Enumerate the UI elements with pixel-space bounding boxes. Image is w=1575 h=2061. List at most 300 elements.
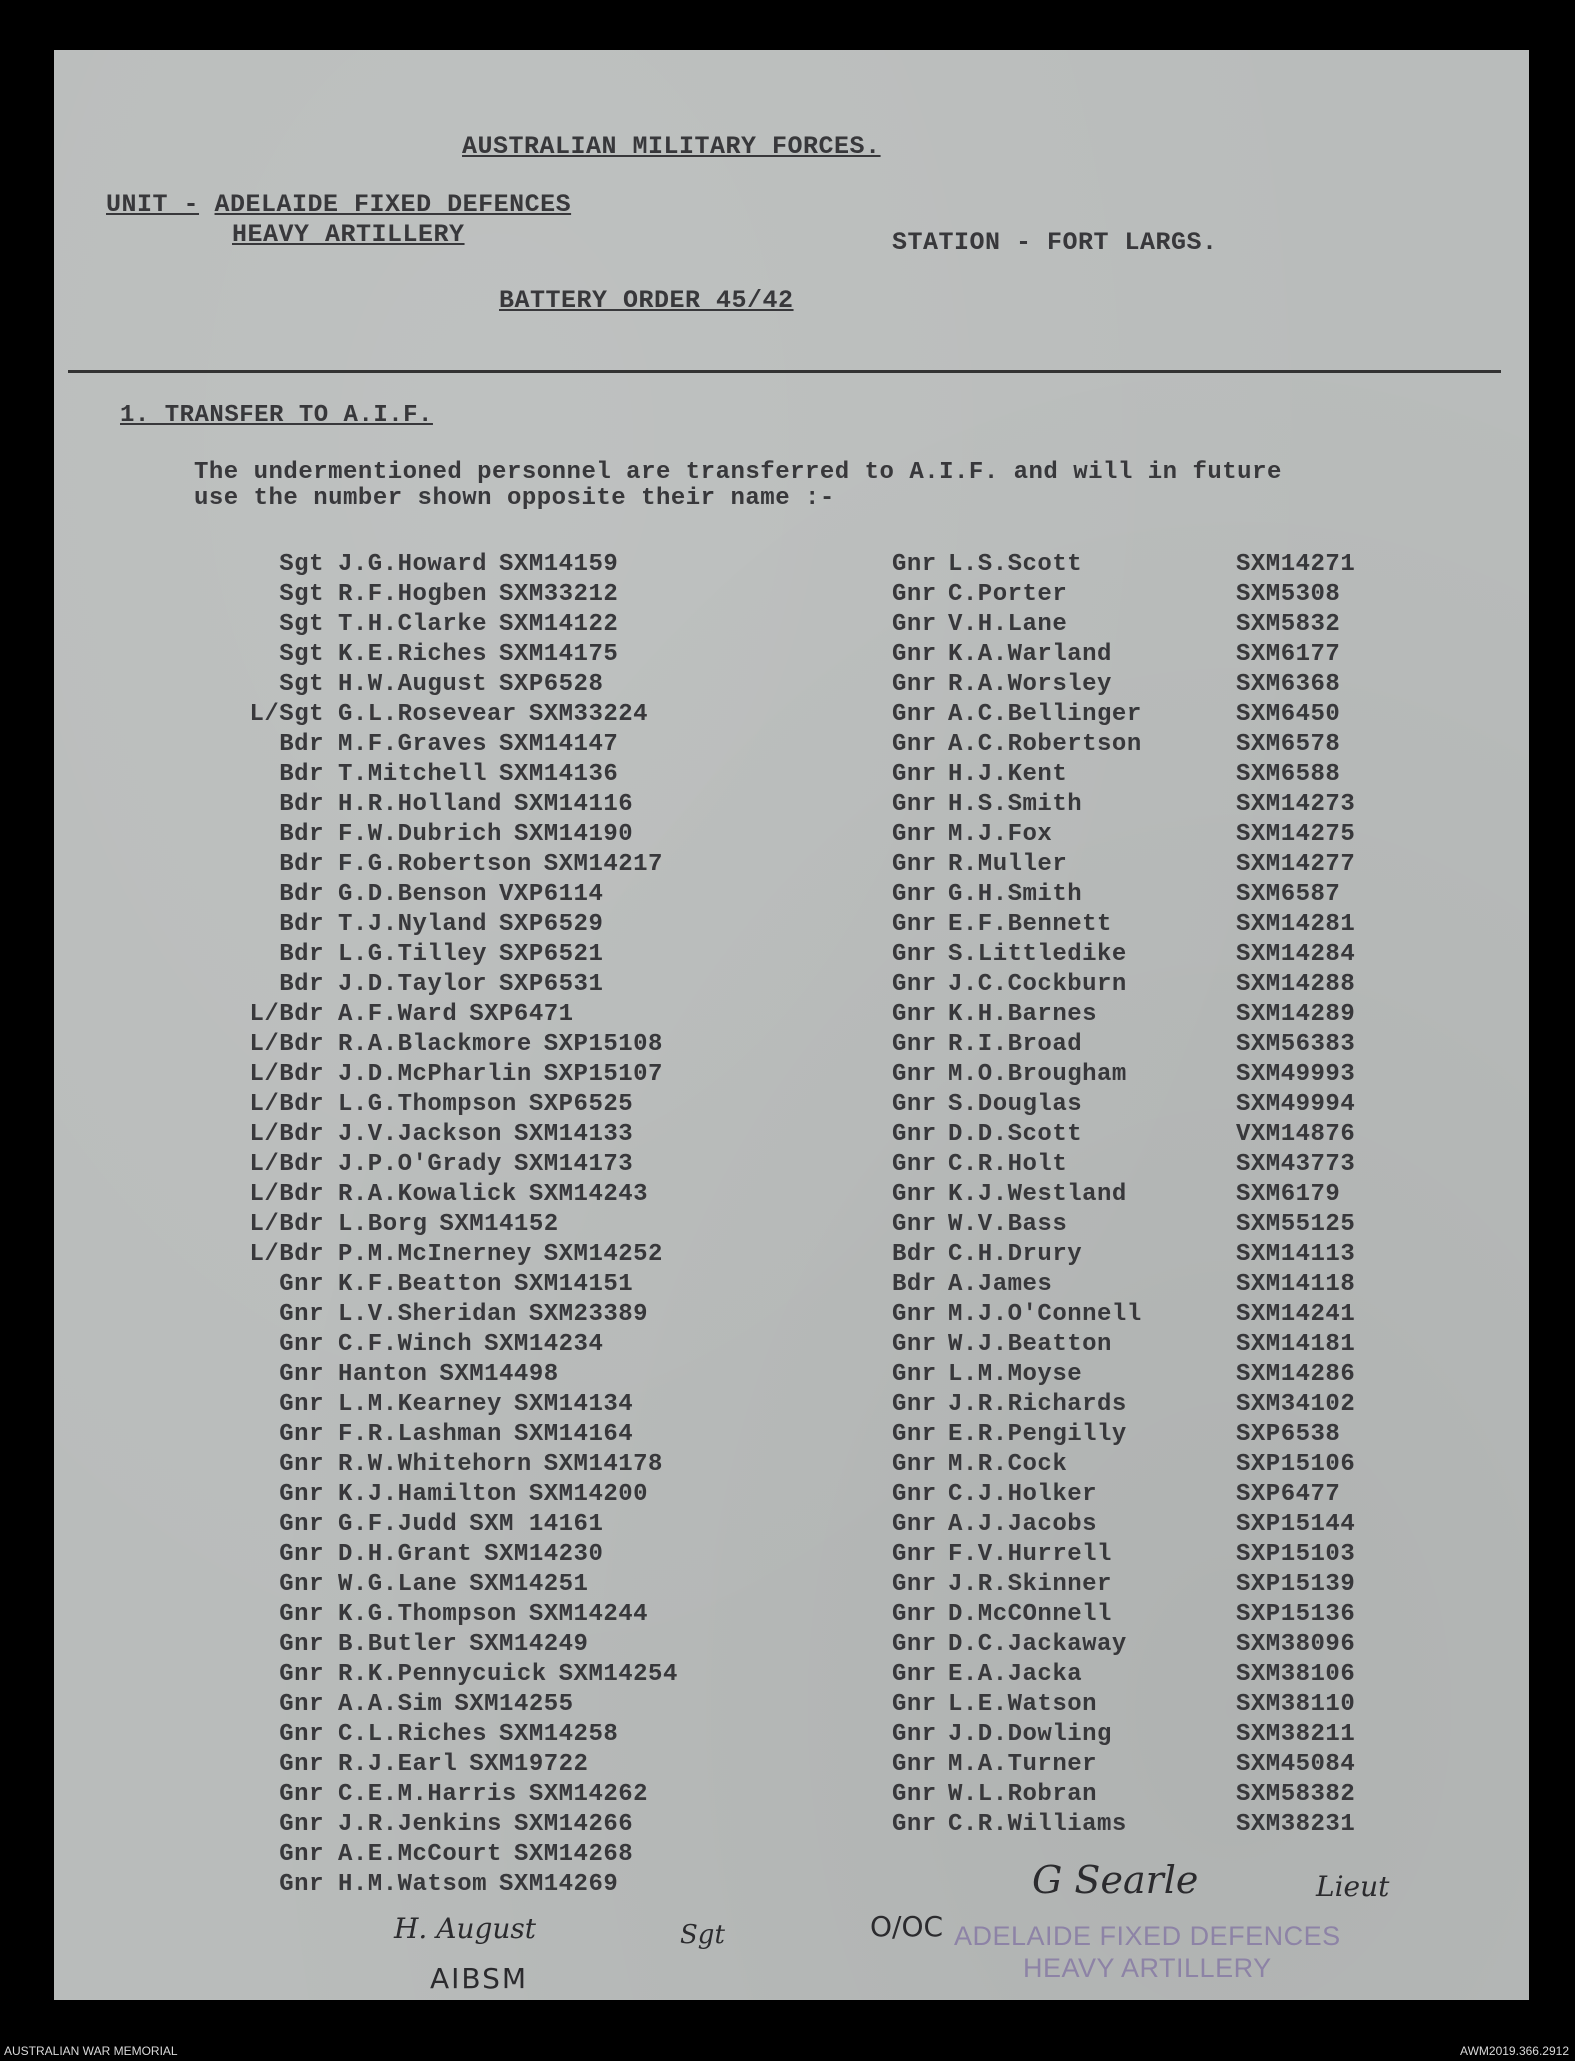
unit-stamp (954, 1920, 1341, 1984)
personnel-row (226, 1840, 678, 1870)
service-number: SXP6531 (499, 971, 604, 998)
service-number: SXP15108 (543, 1031, 663, 1058)
personnel-rank: L/Bdr (249, 1181, 324, 1208)
personnel-row (226, 1690, 678, 1720)
service-number: SXM14268 (513, 1841, 634, 1868)
personnel-row (892, 760, 1355, 790)
personnel-rank: Sgt (279, 551, 324, 578)
personnel-rank: L/Sgt (249, 701, 324, 728)
service-number: SXM6578 (1236, 731, 1341, 758)
service-number: SXM6177 (1236, 641, 1341, 668)
personnel-rank: Bdr (279, 881, 324, 908)
service-number: SXM14178 (543, 1451, 663, 1478)
personnel-name: F.W.Dubrich (338, 821, 502, 848)
personnel-name: D.D.Scott (948, 1121, 1083, 1148)
personnel-row (892, 1420, 1355, 1450)
personnel-name: J.R.Richards (948, 1391, 1127, 1418)
service-number: SXM6587 (1236, 881, 1341, 908)
footer-catalogue-number: AWM2019.366.2912 (1460, 2044, 1569, 2058)
personnel-name: G.L.Rosevear (338, 701, 517, 728)
personnel-row (226, 1390, 678, 1420)
personnel-name: G.F.Judd (338, 1511, 458, 1538)
service-number: SXM14243 (528, 1181, 649, 1208)
service-number: SXM38110 (1236, 1691, 1356, 1718)
personnel-name: J.R.Skinner (948, 1571, 1112, 1598)
personnel-rank: L/Bdr (249, 1061, 324, 1088)
personnel-name: H.W.August (338, 671, 488, 698)
personnel-rank: Sgt (279, 641, 324, 668)
personnel-row (892, 640, 1355, 670)
service-number: SXM14266 (513, 1811, 634, 1838)
personnel-row (892, 1270, 1355, 1300)
service-number: SXM23389 (528, 1301, 649, 1328)
personnel-row (226, 1750, 678, 1780)
personnel-rank: Gnr (279, 1841, 324, 1868)
personnel-row (892, 1510, 1355, 1540)
personnel-rank: Bdr (279, 791, 324, 818)
personnel-rank: Gnr (892, 1481, 937, 1508)
personnel-name: B.Butler (338, 1631, 458, 1658)
personnel-name: S.Douglas (948, 1091, 1083, 1118)
service-number: SXM14241 (1236, 1301, 1356, 1328)
personnel-name: G.D.Benson (338, 881, 488, 908)
unit-name: ADELAIDE FIXED DEFENCES (214, 190, 572, 219)
personnel-rank: Gnr (892, 1391, 937, 1418)
personnel-rank: Gnr (279, 1601, 324, 1628)
personnel-name: D.H.Grant (338, 1541, 473, 1568)
personnel-name: A.C.Robertson (948, 731, 1142, 758)
service-number: SXM14133 (513, 1121, 634, 1148)
service-number: VXM14876 (1236, 1121, 1356, 1148)
unit-line-1 (106, 190, 571, 220)
personnel-rank: Gnr (892, 1331, 937, 1358)
personnel-rank: Bdr (279, 971, 324, 998)
personnel-name: R.I.Broad (948, 1031, 1083, 1058)
personnel-rank: Gnr (279, 1571, 324, 1598)
personnel-row (892, 1060, 1355, 1090)
personnel-rank: Gnr (892, 821, 937, 848)
personnel-rank: L/Bdr (249, 1091, 324, 1118)
personnel-rank: Gnr (892, 1121, 937, 1148)
service-number: SXM14164 (513, 1421, 634, 1448)
personnel-rank: Gnr (279, 1631, 324, 1658)
personnel-name: L.G.Tilley (338, 941, 488, 968)
service-number: SXP15136 (1236, 1601, 1356, 1628)
personnel-rank: Gnr (892, 1301, 937, 1328)
service-number: SXM14181 (1236, 1331, 1356, 1358)
personnel-row (892, 1150, 1355, 1180)
personnel-rank: Gnr (279, 1541, 324, 1568)
personnel-rank: Bdr (279, 941, 324, 968)
personnel-rank: Gnr (892, 1181, 937, 1208)
personnel-row (892, 1240, 1355, 1270)
personnel-row (892, 730, 1355, 760)
personnel-name: A.J.Jacobs (948, 1511, 1098, 1538)
personnel-name: K.E.Riches (338, 641, 488, 668)
personnel-rank: Gnr (892, 1601, 937, 1628)
personnel-rank: Gnr (279, 1391, 324, 1418)
service-number: SXM6179 (1236, 1181, 1341, 1208)
personnel-name: V.H.Lane (948, 611, 1068, 638)
personnel-name: F.V.Hurrell (948, 1541, 1112, 1568)
personnel-rank: Gnr (892, 791, 937, 818)
personnel-row (892, 1660, 1355, 1690)
personnel-rank: Gnr (892, 1691, 937, 1718)
service-number: SXM14277 (1236, 851, 1356, 878)
service-number: SXM14249 (469, 1631, 589, 1658)
personnel-name: J.G.Howard (338, 551, 488, 578)
service-number: SXM14159 (499, 551, 619, 578)
personnel-rank: Gnr (892, 761, 937, 788)
service-number: SXM5308 (1236, 581, 1341, 608)
personnel-name: C.F.Winch (338, 1331, 473, 1358)
personnel-row (226, 1510, 678, 1540)
personnel-name: L.G.Thompson (338, 1091, 517, 1118)
personnel-rank: Gnr (279, 1691, 324, 1718)
section-heading: 1. TRANSFER TO A.I.F. (120, 402, 433, 429)
personnel-rank: Bdr (279, 761, 324, 788)
personnel-name: F.R.Lashman (338, 1421, 502, 1448)
personnel-name: H.J.Kent (948, 761, 1068, 788)
personnel-row (226, 1240, 678, 1270)
personnel-row (892, 1210, 1355, 1240)
personnel-rank: Gnr (892, 1511, 937, 1538)
personnel-rank: Gnr (279, 1481, 324, 1508)
personnel-row (226, 910, 678, 940)
personnel-row (226, 1150, 678, 1180)
personnel-rank: Gnr (279, 1331, 324, 1358)
personnel-row (226, 730, 678, 760)
personnel-rank: Bdr (279, 911, 324, 938)
personnel-row (226, 790, 678, 820)
service-number: SXM14122 (499, 611, 619, 638)
personnel-name: G.H.Smith (948, 881, 1083, 908)
personnel-rank: Gnr (279, 1301, 324, 1328)
personnel-row (892, 580, 1355, 610)
intro-paragraph (194, 460, 1514, 512)
personnel-row (226, 1030, 678, 1060)
service-number: SXP6477 (1236, 1481, 1341, 1508)
document-title: AUSTRALIAN MILITARY FORCES. (462, 132, 881, 161)
service-number: SXM14284 (1236, 941, 1356, 968)
personnel-rank: Gnr (892, 1631, 937, 1658)
service-number: SXM34102 (1236, 1391, 1356, 1418)
personnel-row (226, 1330, 678, 1360)
personnel-row (226, 970, 678, 1000)
personnel-row (226, 1420, 678, 1450)
service-number: SXM14230 (484, 1541, 604, 1568)
personnel-name: D.McCOnnell (948, 1601, 1112, 1628)
personnel-rank: Bdr (892, 1271, 937, 1298)
personnel-row (226, 1450, 678, 1480)
service-number: SXM14271 (1236, 551, 1356, 578)
personnel-rank: Gnr (892, 1091, 937, 1118)
personnel-row (226, 1870, 678, 1900)
personnel-rank: Sgt (279, 671, 324, 698)
personnel-name: A.C.Bellinger (948, 701, 1142, 728)
personnel-rank: Gnr (892, 1031, 937, 1058)
personnel-rank: Bdr (279, 851, 324, 878)
service-number: SXM14147 (499, 731, 619, 758)
personnel-rank: Gnr (892, 671, 937, 698)
service-number: SXM14113 (1236, 1241, 1356, 1268)
service-number: SXM14116 (513, 791, 634, 818)
service-number: SXM14258 (499, 1721, 619, 1748)
personnel-rank: Gnr (892, 1541, 937, 1568)
personnel-name: R.Muller (948, 851, 1068, 878)
service-number: SXM38106 (1236, 1661, 1356, 1688)
service-number: SXM14173 (513, 1151, 634, 1178)
personnel-name: H.R.Holland (338, 791, 502, 818)
personnel-name: K.J.Westland (948, 1181, 1127, 1208)
personnel-rank: Gnr (892, 701, 937, 728)
personnel-name: T.Mitchell (338, 761, 488, 788)
personnel-row (226, 940, 678, 970)
service-number: SXP6528 (499, 671, 604, 698)
personnel-rank: Sgt (279, 581, 324, 608)
personnel-list-right (892, 550, 1355, 1840)
personnel-row (892, 1330, 1355, 1360)
personnel-row (226, 1360, 678, 1390)
service-number: SXM6368 (1236, 671, 1341, 698)
personnel-name: M.F.Graves (338, 731, 488, 758)
personnel-name: H.M.Watsom (338, 1871, 488, 1898)
service-number: SXM14255 (454, 1691, 574, 1718)
personnel-list-left (226, 550, 678, 1900)
personnel-row (226, 1630, 678, 1660)
personnel-row (892, 1540, 1355, 1570)
service-number: SXM6588 (1236, 761, 1341, 788)
personnel-name: C.Porter (948, 581, 1068, 608)
service-number: SXP6538 (1236, 1421, 1341, 1448)
personnel-name: J.C.Cockburn (948, 971, 1127, 998)
personnel-rank: Gnr (892, 1421, 937, 1448)
personnel-name: K.F.Beatton (338, 1271, 502, 1298)
personnel-rank: Gnr (279, 1751, 324, 1778)
personnel-name: C.L.Riches (338, 1721, 488, 1748)
personnel-rank: Gnr (892, 1751, 937, 1778)
personnel-row (226, 1000, 678, 1030)
personnel-row (226, 1810, 678, 1840)
personnel-name: R.W.Whitehorn (338, 1451, 532, 1478)
personnel-row (892, 1390, 1355, 1420)
personnel-name: J.V.Jackson (338, 1121, 502, 1148)
service-number: SXM14244 (528, 1601, 649, 1628)
personnel-row (892, 610, 1355, 640)
document-sheet (54, 50, 1529, 2000)
service-number: SXM14152 (439, 1211, 559, 1238)
service-number: SXM19722 (469, 1751, 589, 1778)
personnel-row (892, 1450, 1355, 1480)
stamp-line-2: HEAVY ARTILLERY (1022, 1953, 1272, 1983)
personnel-row (226, 550, 678, 580)
personnel-name: A.James (948, 1271, 1053, 1298)
personnel-name: E.R.Pengilly (948, 1421, 1127, 1448)
service-number: VXP6114 (499, 881, 604, 908)
personnel-rank: Gnr (892, 971, 937, 998)
service-number: SXM14134 (513, 1391, 634, 1418)
service-number: SXP15107 (543, 1061, 663, 1088)
personnel-name: W.L.Robran (948, 1781, 1098, 1808)
service-number: SXM14118 (1236, 1271, 1356, 1298)
personnel-rank: Gnr (279, 1421, 324, 1448)
service-number: SXM14190 (513, 821, 634, 848)
personnel-name: A.A.Sim (338, 1691, 443, 1718)
personnel-row (892, 670, 1355, 700)
personnel-row (892, 700, 1355, 730)
unit-label: UNIT - (106, 190, 200, 219)
personnel-row (226, 610, 678, 640)
personnel-rank: Gnr (892, 1211, 937, 1238)
intro-line-2: use the number shown opposite their name :- (194, 485, 835, 512)
handwritten-prefix: O/OC (870, 1910, 944, 1943)
personnel-rank: Gnr (279, 1811, 324, 1838)
personnel-row (892, 1480, 1355, 1510)
personnel-name: D.C.Jackaway (948, 1631, 1127, 1658)
intro-line-1: The undermentioned personnel are transferred to A.I.F. and will in future (194, 459, 1282, 486)
service-number: SXP15139 (1236, 1571, 1356, 1598)
personnel-name: C.H.Drury (948, 1241, 1083, 1268)
personnel-row (892, 790, 1355, 820)
personnel-name: M.O.Brougham (948, 1061, 1127, 1088)
personnel-row (226, 1270, 678, 1300)
personnel-row (892, 1180, 1355, 1210)
service-number: SXM14275 (1236, 821, 1356, 848)
service-number: SXM14136 (499, 761, 619, 788)
personnel-row (226, 1540, 678, 1570)
personnel-name: R.F.Hogben (338, 581, 488, 608)
personnel-rank: Gnr (892, 1811, 937, 1838)
personnel-row (226, 1090, 678, 1120)
service-number: SXM58382 (1236, 1781, 1356, 1808)
personnel-row (226, 580, 678, 610)
service-number: SXM 14161 (469, 1511, 604, 1538)
personnel-rank: Bdr (892, 1241, 937, 1268)
personnel-row (892, 970, 1355, 1000)
personnel-name: T.J.Nyland (338, 911, 488, 938)
personnel-name: R.A.Worsley (948, 671, 1112, 698)
personnel-rank: Gnr (279, 1721, 324, 1748)
personnel-row (226, 880, 678, 910)
personnel-rank: Gnr (892, 941, 937, 968)
service-number: SXM14200 (528, 1481, 649, 1508)
signature-rank-lieut: Lieut (1316, 1870, 1390, 1903)
personnel-name: W.G.Lane (338, 1571, 458, 1598)
personnel-name: E.F.Bennett (948, 911, 1112, 938)
personnel-name: L.V.Sheridan (338, 1301, 517, 1328)
personnel-row (892, 880, 1355, 910)
personnel-rank: Gnr (892, 611, 937, 638)
personnel-name: L.S.Scott (948, 551, 1083, 578)
personnel-rank: Gnr (892, 851, 937, 878)
personnel-row (892, 1300, 1355, 1330)
personnel-row (226, 1300, 678, 1330)
personnel-name: T.H.Clarke (338, 611, 488, 638)
personnel-rank: Gnr (279, 1781, 324, 1808)
service-number: SXM55125 (1236, 1211, 1356, 1238)
personnel-row (892, 1000, 1355, 1030)
personnel-row (226, 1210, 678, 1240)
personnel-rank: Sgt (279, 611, 324, 638)
personnel-row (226, 670, 678, 700)
personnel-row (892, 1720, 1355, 1750)
personnel-row (892, 1750, 1355, 1780)
personnel-row (892, 940, 1355, 970)
personnel-name: E.A.Jacka (948, 1661, 1083, 1688)
personnel-rank: Gnr (279, 1661, 324, 1688)
personnel-name: K.A.Warland (948, 641, 1112, 668)
personnel-row (226, 1120, 678, 1150)
service-number: SXM14262 (528, 1781, 649, 1808)
personnel-row (892, 1120, 1355, 1150)
personnel-rank: Gnr (279, 1871, 324, 1898)
personnel-name: K.H.Barnes (948, 1001, 1098, 1028)
personnel-rank: Gnr (892, 1061, 937, 1088)
service-number: SXM33212 (499, 581, 619, 608)
personnel-row (892, 1780, 1355, 1810)
personnel-row (226, 820, 678, 850)
service-number: SXP6471 (469, 1001, 574, 1028)
service-number: SXM14273 (1236, 791, 1356, 818)
personnel-name: K.J.Hamilton (338, 1481, 517, 1508)
footer-credit: AUSTRALIAN WAR MEMORIAL (4, 2044, 178, 2058)
personnel-name: L.M.Kearney (338, 1391, 502, 1418)
personnel-rank: L/Bdr (249, 1121, 324, 1148)
service-number: SXM14252 (543, 1241, 663, 1268)
station: STATION - FORT LARGS. (892, 228, 1218, 257)
personnel-rank: L/Bdr (249, 1211, 324, 1238)
personnel-name: C.J.Holker (948, 1481, 1098, 1508)
personnel-rank: Gnr (892, 1451, 937, 1478)
personnel-name: S.Littledike (948, 941, 1127, 968)
service-number: SXM14251 (469, 1571, 589, 1598)
personnel-name: M.R.Cock (948, 1451, 1068, 1478)
service-number: SXP15106 (1236, 1451, 1356, 1478)
personnel-rank: Gnr (892, 1661, 937, 1688)
personnel-row (892, 1630, 1355, 1660)
personnel-rank: Gnr (279, 1271, 324, 1298)
personnel-row (226, 1570, 678, 1600)
personnel-row (226, 1480, 678, 1510)
personnel-name: P.M.McInerney (338, 1241, 532, 1268)
personnel-rank: Gnr (892, 1781, 937, 1808)
signature-august: H. August (394, 1912, 537, 1945)
personnel-row (226, 640, 678, 670)
personnel-rank: Gnr (279, 1361, 324, 1388)
personnel-name: R.J.Earl (338, 1751, 458, 1778)
service-number: SXP6525 (528, 1091, 634, 1118)
personnel-row (226, 1600, 678, 1630)
personnel-name: R.A.Kowalick (338, 1181, 517, 1208)
personnel-rank: Gnr (892, 1721, 937, 1748)
service-number: SXM49994 (1236, 1091, 1356, 1118)
personnel-rank: Bdr (279, 821, 324, 848)
personnel-name: W.J.Beatton (948, 1331, 1112, 1358)
personnel-name: K.G.Thompson (338, 1601, 517, 1628)
personnel-name: C.R.Williams (948, 1811, 1127, 1838)
personnel-row (226, 1720, 678, 1750)
personnel-rank: Gnr (892, 731, 937, 758)
personnel-name: J.P.O'Grady (338, 1151, 502, 1178)
service-number: SXM14175 (499, 641, 619, 668)
personnel-row (892, 820, 1355, 850)
service-number: SXM14254 (558, 1661, 678, 1688)
personnel-name: R.K.Pennycuick (338, 1661, 547, 1688)
personnel-row (226, 850, 678, 880)
personnel-name: A.F.Ward (338, 1001, 458, 1028)
personnel-rank: L/Bdr (249, 1031, 324, 1058)
unit-block (106, 190, 571, 250)
